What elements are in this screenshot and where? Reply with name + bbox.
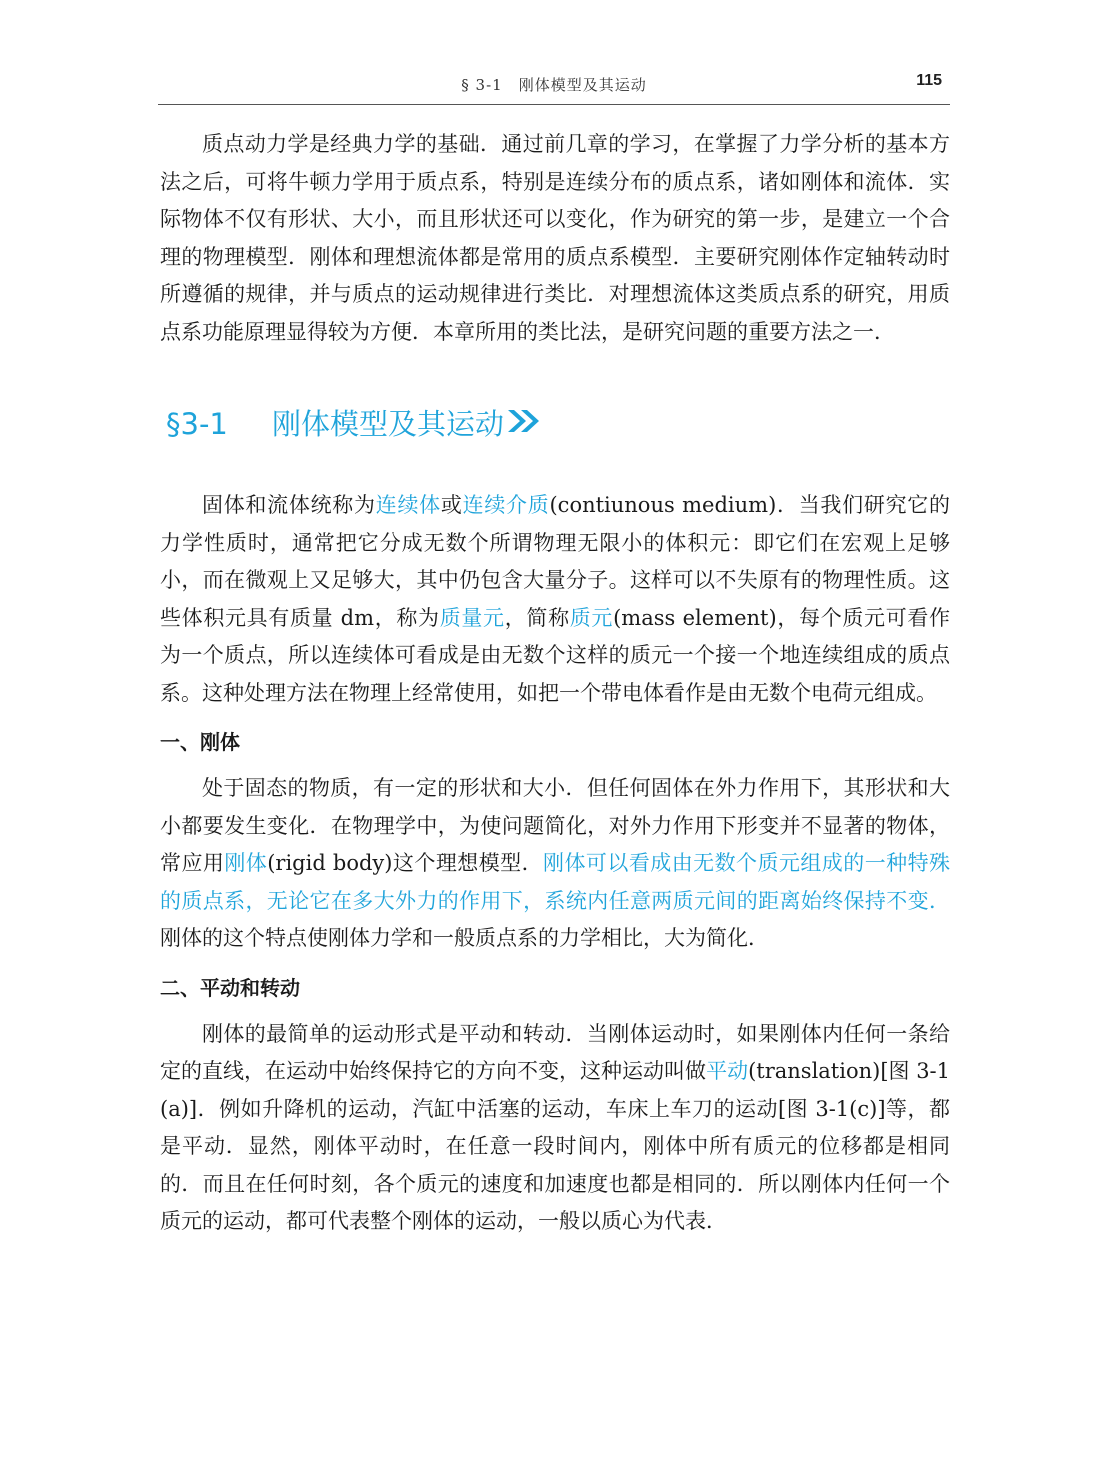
rigid-body-definition: 刚体可以看成由无数个质元组成的一种特殊的质点系，无论它在多大外力的作用下，系统内任意两质元间的距离始终保持不变．: [160, 851, 951, 913]
term-continuous-medium: 连续介质: [462, 493, 550, 517]
double-chevron-right-icon: [506, 399, 542, 449]
term-rigid-body: 刚体: [224, 851, 268, 875]
continuum-paragraph: 固体和流体统称为连续体或连续介质(contiunous medium)．当我们研究它的力学性质时，通常把它分成无数个所谓物理无限小的体积元：即它们在宏观上足够小，而在微观上又足够大，其中仍包含大量分子。这样可以不失原有的物理性质。这些体积元具有质量 dm，称为质量元，简称质元(mass element)，每个质元可看作为一个质点，所以连续体可看成是由无数个这样的质元一个接一个地连续组成的质点系。这种处理方法在物理上经常使用，如把一个带电体看作是由无数个电荷元组成。: [160, 493, 951, 705]
rigid-body-paragraph: 处于固态的物质，有一定的形状和大小．但任何固体在外力作用下，其形状和大小都要发生变化．在物理学中，为使问题简化，对外力作用下形变并不显著的物体，常应用刚体(rigid body)这个理想模型．刚体可以看成由无数个质元组成的一种特殊的质点系，无论它在多大外力的作用下，系统内任意两质元间的距离始终保持不变．刚体的这个特点使刚体力学和一般质点系的力学相比，大为简化．: [160, 776, 951, 950]
subheading-translation-rotation: 二、平动和转动: [160, 975, 300, 1000]
running-title: § 3-1 刚体模型及其运动: [461, 76, 647, 94]
main-content: [160, 126, 950, 1241]
section-heading: [166, 399, 950, 449]
term-mass-element-short: 质元: [569, 605, 614, 630]
section-title: 刚体模型及其运动: [272, 407, 505, 441]
page-header: [158, 70, 950, 104]
translation-paragraph: 刚体的最简单的运动形式是平动和转动．当刚体运动时，如果刚体内任何一条给定的直线，在运动中始终保持它的方向不变，这种运动叫做平动(translation)[图 3-1(a)]．例如升降机的运动，汽缸中活塞的运动，车床上车刀的运动[图 3-1(c)]等，都是平动．显然，刚体平动时，在任意一段时间内，刚体中所有质元的位移都是相同的．而且在任何时刻，各个质元的速度和加速度也都是相同的．所以刚体内任何一个质元的运动，都可代表整个刚体的运动，一般以质心为代表．: [160, 1021, 951, 1233]
intro-paragraph: 质点动力学是经典力学的基础．通过前几章的学习，在掌握了力学分析的基本方法之后，可将牛顿力学用于质点系，特别是连续分布的质点系，诸如刚体和流体．实际物体不仅有形状、大小，而且形状还可以变化，作为研究的第一步，是建立一个合理的物理模型．刚体和理想流体都是常用的质点系模型．主要研究刚体作定轴转动时所遵循的规律，并与质点的运动规律进行类比．对理想流体这类质点系的研究，用质点系功能原理显得较为方便．本章所用的类比法，是研究问题的重要方法之一．: [160, 132, 950, 344]
term-translation: 平动: [706, 1059, 749, 1083]
header-rule: [158, 104, 950, 105]
section-number: §3-1: [166, 407, 228, 441]
page-number: 115: [916, 72, 942, 89]
term-continuum: 连续体: [375, 493, 441, 517]
subheading-rigid-body: 一、刚体: [160, 730, 240, 754]
term-mass-element: 质量元: [439, 605, 505, 630]
